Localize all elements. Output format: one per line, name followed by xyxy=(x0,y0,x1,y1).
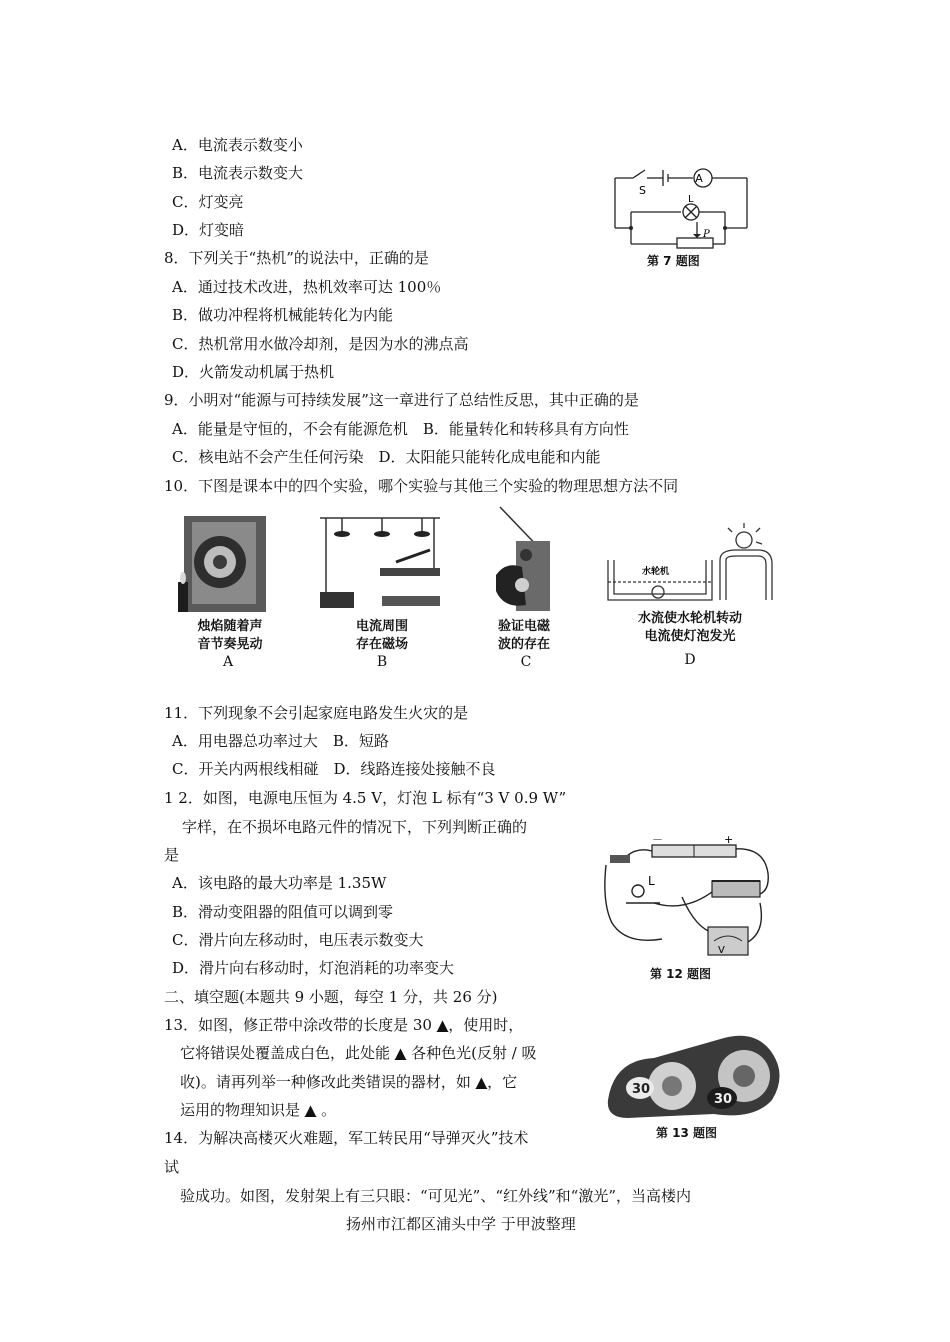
panel-b-letter: B xyxy=(376,654,388,670)
circuit-diagram-7 xyxy=(605,160,755,255)
panel-d-letter: D xyxy=(684,652,696,668)
q11-options-row2: C．开关内两根线相碰 D．线路连接处接触不良 xyxy=(172,760,496,778)
panel-d-caption-2: 电流使灯泡发光 xyxy=(644,629,736,644)
q7-circuit-figure xyxy=(605,160,755,270)
q8-option-a: A．通过技术改进，热机效率可达 100％ xyxy=(172,278,442,296)
correction-tape-photo xyxy=(604,1030,800,1122)
q13-line-4-end: 。 xyxy=(316,1101,337,1119)
q13-line-2-text: 它将错误处覆盖成白色，此处能 xyxy=(180,1044,395,1062)
q13-line-2 xyxy=(180,1043,537,1063)
q8-option-b: B．做功冲程将机械能转化为内能 xyxy=(172,306,394,324)
page-footer: 扬州市江都区浦头中学 于甲波整理 xyxy=(346,1215,576,1233)
q13-line-3-end: ，它 xyxy=(487,1073,518,1091)
q13-line-4-text: 运用的物理知识是 xyxy=(180,1101,305,1119)
panel-a-letter: A xyxy=(222,654,234,670)
circuit-photo-12 xyxy=(596,833,780,961)
section-2-title: 二、填空题(本题共 9 小题，每空 1 分，共 26 分) xyxy=(164,988,498,1006)
battery-minus: － xyxy=(652,833,663,846)
q7-option-d: D．灯变暗 xyxy=(172,221,245,239)
q13-line-2-end: 各种色光(反射 / 吸 xyxy=(406,1044,537,1062)
panel-c-caption-2: 波的存在 xyxy=(497,637,550,652)
voltmeter-label: V xyxy=(718,945,725,956)
figure-13-caption: 第 13 题图 xyxy=(656,1126,718,1140)
switch-label: S xyxy=(639,184,646,197)
q13-line-1-end: ，使用时， xyxy=(448,1016,524,1034)
lamp-label-12: L xyxy=(648,874,655,888)
q7-option-c: C．灯变亮 xyxy=(172,193,244,211)
q9-options-row2: C．核电站不会产生任何污染 D．太阳能只能转化成电能和内能 xyxy=(172,448,601,466)
ammeter-label: A xyxy=(695,172,703,185)
q13-correction-tape-figure xyxy=(604,1030,800,1144)
panel-c-caption-1: 验证电磁 xyxy=(497,619,550,634)
q14-line-1: 14．为解决高楼灭火难题，军工转民用“导弹灭火”技术 xyxy=(164,1129,529,1147)
panel-b-caption-2: 存在磁场 xyxy=(355,637,408,652)
q13-line-3-text: 收)。请再列举一种修改此类错误的器材，如 xyxy=(180,1073,476,1091)
q13-line-1 xyxy=(164,1015,523,1035)
q12-option-b: B．滑动变阻器的阻值可以调到零 xyxy=(172,903,394,921)
panel-a-caption-2: 音节奏晃动 xyxy=(197,637,263,652)
q12-stem-1: 1 2．如图，电源电压恒为 4.5 V，灯泡 L 标有“3 V 0.9 W” xyxy=(164,789,567,807)
oersted-experiment-photo xyxy=(312,512,447,612)
panel-b-caption-1: 电流周围 xyxy=(355,619,408,634)
q13-blank-4: ▲ xyxy=(304,1101,317,1119)
q12-option-d: D．滑片向右移动时，灯泡消耗的功率变大 xyxy=(172,959,455,977)
q8-option-d: D．火箭发动机属于热机 xyxy=(172,363,335,381)
q12-stem-3: 是 xyxy=(164,846,180,864)
q11-stem: 11．下列现象不会引起家庭电路发生火灾的是 xyxy=(164,704,469,722)
figure-12-caption: 第 12 题图 xyxy=(650,967,712,981)
q10-panel-a xyxy=(178,512,278,672)
q13-line-3 xyxy=(180,1072,517,1092)
q12-option-c: C．滑片向左移动时，电压表示数变大 xyxy=(172,931,424,949)
q8-option-c: C．热机常用水做冷却剂，是因为水的沸点高 xyxy=(172,335,469,353)
panel-c-letter: C xyxy=(520,654,532,670)
q10-panel-d xyxy=(600,520,780,672)
tape-label-left: 30 xyxy=(632,1082,651,1097)
speaker-candle-photo xyxy=(178,512,273,614)
q11-options-row1: A．用电器总功率过大 B．短路 xyxy=(172,732,389,750)
q12-circuit-figure xyxy=(596,833,780,983)
panel-a-caption-1: 烛焰随着声 xyxy=(197,619,263,634)
lamp-label: L xyxy=(688,194,694,205)
q7-option-a: A．电流表示数变小 xyxy=(172,136,303,154)
tape-label-right: 30 xyxy=(714,1092,733,1107)
q12-option-a: A．该电路的最大功率是 1.35W xyxy=(172,874,387,892)
panel-d-caption-1: 水流使水轮机转动 xyxy=(637,611,742,626)
q14-line-2: 试 xyxy=(164,1158,180,1176)
radio-em-wave-photo xyxy=(486,505,556,613)
figure-7-caption: 第 7 题图 xyxy=(647,254,700,268)
q10-panel-b xyxy=(312,512,452,672)
q7-option-b: B．电流表示数变大 xyxy=(172,164,304,182)
q13-blank-2: ▲ xyxy=(394,1044,407,1062)
q10-stem: 10．下图是课本中的四个实验，哪个实验与其他三个实验的物理思想方法不同 xyxy=(164,477,679,495)
q13-line-4 xyxy=(180,1100,336,1120)
q12-stem-2: 字样，在不损坏电路元件的情况下，下列判断正确的 xyxy=(182,818,528,836)
q14-line-3: 验成功。如图，发射架上有三只眼：“可见光”、“红外线”和“激光”，当高楼内 xyxy=(180,1187,692,1205)
q13-line-1-text: 13．如图，修正带中涂改带的长度是 30 xyxy=(164,1016,437,1034)
turbine-label: 水轮机 xyxy=(642,567,670,577)
q9-options-row1: A．能量是守恒的，不会有能源危机 B．能量转化和转移具有方向性 xyxy=(172,420,629,438)
q8-stem: 8．下列关于“热机”的说法中，正确的是 xyxy=(164,249,429,267)
q10-panel-c xyxy=(486,505,566,672)
battery-plus: + xyxy=(724,833,734,846)
q13-blank-1: ▲ xyxy=(436,1016,449,1034)
q13-blank-3: ▲ xyxy=(475,1073,488,1091)
q9-stem: 9．小明对“能源与可持续发展”这一章进行了总结性反思，其中正确的是 xyxy=(164,391,639,409)
slider-label: P xyxy=(703,229,710,240)
water-turbine-lamp-diagram xyxy=(600,520,780,610)
